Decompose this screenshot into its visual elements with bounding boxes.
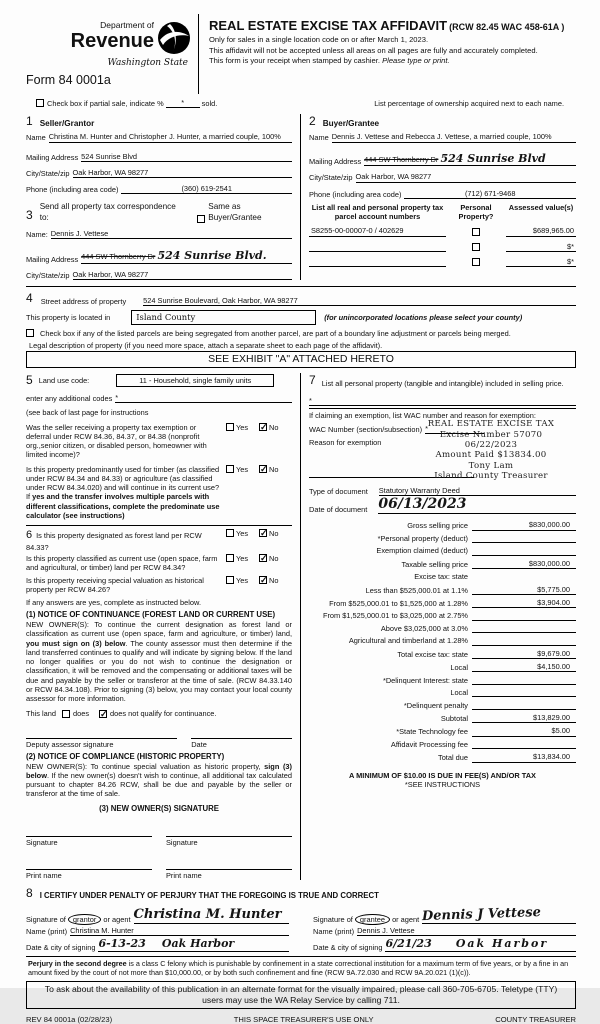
parcel-number-field[interactable] (309, 258, 446, 267)
parcel-col-personal: Personal Property? (458, 202, 494, 221)
tax-value-field[interactable] (472, 547, 576, 556)
buyer-heading: Buyer/Grantee (322, 119, 380, 128)
same-as-buyer-label: Same as Buyer/Grantee (208, 202, 262, 222)
deputy-date-field[interactable] (191, 729, 292, 739)
no-label: No (269, 575, 279, 585)
partial-sale-percent-field[interactable]: * (166, 98, 200, 108)
perjury-bold: Perjury in the second degree (28, 959, 127, 969)
legal-description-label: Legal description of property (if you need more space, attach a separate sheet to each page of the affidavit). (29, 340, 383, 350)
stamp-name: Tony Lam (468, 460, 514, 471)
tax-value-field[interactable] (472, 534, 576, 543)
section-7-number: 7 (309, 373, 316, 388)
personal-property-field[interactable]: * (309, 396, 576, 406)
tax-label: Exemption claimed (deduct) (376, 546, 468, 556)
grantee-date-label: Date & city of signing (313, 942, 383, 952)
buyer-city-label: City/State/zip (309, 173, 353, 183)
section-6-number: 6 (26, 529, 33, 542)
parcel-row (309, 257, 576, 267)
section-2-number: 2 (309, 114, 316, 129)
grantee-sig-label: Signature of (313, 914, 353, 924)
grantee-date-field[interactable]: 6/21/23 (385, 937, 432, 951)
parcel-row (309, 226, 576, 236)
buyer-city-field[interactable]: Oak Harbor, WA 98277 (356, 172, 576, 182)
date-of-document-label: Date of document (309, 505, 368, 515)
buyer-column (301, 114, 576, 280)
located-in-label: This property is located in (26, 312, 111, 322)
personal-property-checkbox[interactable] (472, 228, 480, 236)
notice-continuance-bold: you must sign on (3) below (26, 638, 126, 648)
ownership-note: List percentage of ownership acquired next to each name. (374, 98, 564, 108)
partial-sale-checkbox[interactable] (36, 99, 44, 107)
section-6 (26, 525, 292, 880)
tax-label: From $1,525,000.01 to $3,025,000 at 2.75% (322, 611, 468, 621)
parcel-number-field[interactable] (309, 243, 446, 252)
parcel-table (309, 203, 576, 267)
grantor-city-field[interactable]: Oak Harbor (161, 937, 235, 951)
correspondence-heading: Send all property tax correspondence to: (39, 202, 176, 222)
tax-value-field[interactable]: $830,000.00 (472, 559, 576, 569)
tax-label: Gross selling price (407, 521, 468, 531)
footer-rev-number: REV 84 0001a (02/28/23) (26, 1014, 113, 1024)
owner-signature-field[interactable] (166, 827, 292, 837)
buyer-name-label: Name (309, 133, 329, 143)
no-label: No (269, 529, 279, 539)
no-label: No (269, 554, 279, 564)
washington-state-label: Washington State (107, 58, 188, 68)
tax-label: Less than $525,000.01 at 1.1% (365, 585, 468, 595)
notice-compliance-bold: sign (3) below (26, 761, 292, 780)
tax-label: Above $3,025,000 at 3.0% (380, 623, 468, 633)
tax-value-field[interactable] (472, 612, 576, 621)
additional-codes-field[interactable]: * (115, 393, 292, 403)
grantee-name-label: Name (print) (313, 926, 355, 936)
tax-label: *Personal property (deduct) (377, 533, 468, 543)
subtitle-1: Only for sales in a single location code on or after March 1, 2023. (209, 35, 429, 45)
current-use-no-checkbox[interactable] (259, 554, 267, 562)
does-not-label: does not qualify for continuance. (110, 709, 217, 719)
grantee-name-field[interactable]: Dennis J. Vettese (357, 926, 576, 936)
reason-exemption-label: Reason for exemption (309, 437, 382, 447)
buyer-mailing-field[interactable] (364, 152, 576, 167)
notice-continuance-body2: . The county assessor must then determine if the land transferred continues to qualify and will indicate by signing below. If the land no longer qualifies or you do not wish to continue the designation or classification, it will be removed and the compensating or additional taxes will be due and payable by the seller or transferor at the time of sale. (RCW 84.33.140 or RCW 84.34.108). Prior to signing (3) below, you may contact your local county assessor for more information. (26, 638, 292, 704)
owner-signature-label: Signature (26, 838, 58, 848)
street-address-field[interactable]: 524 Sunrise Boulevard, Oak Harbor, WA 98277 (143, 296, 576, 306)
partial-sale-sold-label: sold. (201, 98, 218, 108)
tax-label: Total due (438, 753, 468, 763)
form-title-rcw: (RCW 82.45 WAC 458-61A ) (449, 22, 565, 32)
tax-label: Subtotal (440, 713, 468, 723)
grantor-date-label: Date & city of signing (26, 942, 96, 952)
seller-city-label: City/State/zip (26, 168, 70, 178)
buyer-mailing-label: Mailing Address (309, 157, 362, 166)
tax-value-field[interactable]: $9,679.00 (472, 649, 576, 659)
parcel-number-field[interactable]: S8255-00-00007-0 / 402629 (309, 226, 446, 236)
seller-phone-label: Phone (including area code) (26, 185, 119, 194)
type-of-document-field[interactable]: Statutory Warranty Deed (379, 486, 576, 496)
this-land-label: This land (26, 709, 56, 719)
personal-property-checkbox[interactable] (472, 243, 480, 251)
county-note: (for unincorporated locations please select your county) (324, 312, 523, 322)
buyer-mailing-struck: 444 SW Thornberry Dr (364, 154, 439, 164)
treasurer-stamp (406, 419, 576, 481)
seller-mailing-label: Mailing Address (26, 152, 79, 162)
legal-description-field[interactable]: SEE EXHIBIT "A" ATTACHED HERETO (26, 351, 576, 368)
dor-logo-icon (156, 20, 192, 56)
footer-county-treasurer: COUNTY TREASURER (495, 1014, 576, 1024)
historical-yes-checkbox[interactable] (226, 576, 234, 584)
property-section (26, 286, 576, 368)
land-use-label: Land use code: (38, 376, 90, 385)
minimum-due-note: A MINIMUM OF $10.00 IS DUE IN FEE(S) AND/OR TAX (349, 770, 536, 780)
tax-value-field[interactable] (472, 701, 576, 710)
forest-no-checkbox[interactable] (259, 529, 267, 537)
certification-section (26, 886, 576, 952)
deputy-signature-field[interactable] (26, 729, 177, 739)
grantor-signature-field[interactable]: Christina M. Hunter (133, 906, 282, 922)
section-1-number: 1 (26, 114, 33, 129)
grantee-signature-field[interactable]: Dennis J Vettese (421, 904, 542, 924)
notice-continuance-title: (1) NOTICE OF CONTINUANCE (FOREST LAND OR CURRENT USE) (26, 610, 276, 620)
notice-compliance-body2: . If the new owner(s) doesn't wish to continue, all additional tax calculated pursuant to chapter 84.26 RCW, shall be due and payable by the seller or transferor at the time of sale. (26, 770, 292, 799)
subtitle-3-note: Please type or print. (382, 56, 450, 66)
land-use-select[interactable]: 11 - Household, single family units (116, 374, 274, 387)
county-select[interactable]: Island County (131, 310, 316, 325)
tax-label: *Delinquent Interest: state (382, 675, 468, 685)
partial-sale-label: Check box if partial sale, indicate % (47, 98, 164, 108)
section-5-number: 5 (26, 373, 33, 388)
grantor-name-field[interactable]: Christina M. Hunter (70, 926, 289, 936)
assessed-value-field[interactable]: $689,965.00 (506, 226, 576, 236)
tax-value-field[interactable] (472, 688, 576, 697)
alt-format-notice: To ask about the availability of this publication in an alternate format for the visually impaired, please call 360-705-6705. Teletype (TTY) users may use the WA Relay Service by calling 711. (26, 981, 576, 1008)
tax-value-field[interactable] (472, 740, 576, 749)
exemption-question: Was the seller receiving a property tax exemption or deferral under RCW 84.36, 84.37, or 84.38 (nonprofit org.,senior citizen, or disabled person, homeowner with limited income)? (26, 422, 207, 460)
form-number: Form 84 0001a (26, 73, 111, 88)
timber-question: Is this property predominantly used for timber (as classified under RCW 84.34 and 84.33) or agriculture (as classified under RCW 84.34.020) and will continue in its current use? If (26, 464, 220, 502)
segregated-checkbox[interactable] (26, 329, 34, 337)
seller-column (26, 114, 301, 280)
stamp-office: Island County Treasurer (434, 470, 548, 481)
yes-label: Yes (236, 554, 249, 564)
new-owners-signature-title: (3) NEW OWNER(S) SIGNATURE (99, 803, 219, 813)
tax-label: Total excise tax: state (397, 649, 468, 659)
personal-property-intro: List all personal property (tangible and intangible) included in selling price. (321, 378, 564, 388)
seller-phone-field[interactable]: (360) 619-2541 (121, 184, 292, 194)
tax-value-blank (472, 572, 576, 581)
deputy-signature-label: Deputy assessor signature (26, 739, 114, 749)
owner-signature-label: Signature (166, 838, 198, 848)
owner-print-name-field[interactable] (26, 860, 152, 870)
owner-signature-field[interactable] (26, 827, 152, 837)
footer (26, 1015, 576, 1024)
grantor-date-field[interactable]: 6-13-23 (98, 937, 146, 951)
grantee-sig-label-post: or agent (392, 914, 420, 924)
subtitle-2: This affidavit will not be accepted unless all areas on all pages are fully and accurately completed. (209, 45, 538, 55)
buyer-mailing-handwritten: 524 Sunrise Blvd (440, 151, 546, 165)
correspondence-mailing-field[interactable] (81, 249, 292, 264)
tax-value-field[interactable]: $5.00 (472, 726, 576, 736)
grantee-signature-block (313, 903, 576, 952)
form-title: REAL ESTATE EXCISE TAX AFFIDAVIT (209, 18, 448, 33)
perjury-text: is a class C felony which is punishable by confinement in a state correctional institution for a maximum term of five years, or by a fine in an amount fixed by the court of not more than $10,000.00, or by both such confinement and fine (RCW 9A.72.030 and RCW 9A.20.021 (1)(c)). (28, 959, 569, 978)
correspondence-mailing-handwritten: 524 Sunrise Blvd. (157, 249, 267, 262)
assessed-value-field[interactable]: $* (506, 257, 576, 267)
yes-label: Yes (236, 422, 249, 432)
tax-label: Agricultural and timberland at 1.28% (348, 636, 468, 646)
title-block (198, 14, 576, 94)
perjury-notice (26, 956, 576, 979)
tax-value-field[interactable] (472, 637, 576, 646)
section-8-number: 8 (26, 885, 33, 900)
notice-continuance-body: NEW OWNER(S): To continue the current designation as forest land or classification as current use (open space, farm and agriculture, or timber) land, (26, 620, 292, 639)
land-use-column (26, 373, 301, 880)
tax-label: Local (450, 688, 468, 698)
does-not-checkbox[interactable] (99, 710, 107, 718)
tax-value-field[interactable]: $13,834.00 (472, 752, 576, 762)
stamp-date: 06/22/2023 (464, 440, 518, 450)
grantor-circled-word: grantor (68, 914, 101, 925)
grantee-circled-word: grantee (355, 914, 390, 925)
section-4-number: 4 (26, 291, 33, 305)
if-any-note: If any answers are yes, complete as instructed below. (26, 598, 201, 608)
does-label: does (73, 709, 90, 719)
see-instructions-note: *SEE INSTRUCTIONS (404, 779, 481, 789)
correspondence-name-label: Name: (26, 229, 48, 239)
grantor-signature-block (26, 903, 289, 952)
owner-print-name-label: Print name (26, 870, 62, 880)
revenue-wordmark: Revenue (70, 29, 154, 52)
correspondence-city-field[interactable]: Oak Harbor, WA 98277 (73, 270, 292, 280)
notice-compliance-body: NEW OWNER(S): To continue special valuation as historic property, (26, 761, 265, 771)
tax-value-field[interactable]: $13,829.00 (472, 713, 576, 723)
grantor-sig-label: Signature of (26, 914, 66, 924)
footer-treasurer-space: THIS SPACE TREASURER'S USE ONLY (233, 1014, 374, 1024)
tax-label: Excise tax: state (414, 572, 468, 582)
tax-label: Taxable selling price (401, 559, 468, 569)
partial-sale-row (36, 98, 576, 108)
does-checkbox[interactable] (62, 710, 70, 718)
tax-label: From $525,000.01 to $1,525,000 at 1.28% (329, 599, 468, 608)
deputy-date-label: Date (191, 739, 207, 749)
forest-yes-checkbox[interactable] (226, 529, 234, 537)
subtitle-3: This form is your receipt when stamped by cashier. (209, 56, 380, 66)
no-label: No (269, 422, 279, 432)
wac-number-field[interactable]: * (425, 424, 484, 434)
tax-label: *State Technology fee (396, 727, 468, 737)
stamp-amount: Amount Paid $13834.00 (435, 450, 547, 461)
tax-value-field[interactable]: $4,150.00 (472, 662, 576, 672)
owner-print-name-label: Print name (166, 870, 202, 880)
historical-question: Is this property receiving special valuation as historical property per RCW 84.26? (26, 575, 204, 594)
exemption-yes-checkbox[interactable] (226, 423, 234, 431)
personal-property-checkbox[interactable] (472, 258, 480, 266)
current-use-question: Is this property classified as current use (open space, farm and agricultural, or timber) land per RCW 84.34? (26, 554, 218, 573)
same-as-buyer-checkbox[interactable] (197, 215, 205, 223)
yes-label: Yes (236, 529, 249, 539)
tax-value-field[interactable]: $3,904.00 (472, 598, 576, 608)
correspondence-city-label: City/State/zip (26, 270, 70, 280)
timber-question-bold: yes and the transfer involves multiple parcels with different classifications, complete the predominate use calculator (see instructions) (26, 492, 220, 520)
buyer-name-field[interactable]: Dennis J. Vettese and Rebecca J. Vettese, a married couple, 100% (332, 132, 576, 142)
correspondence-name-field[interactable]: Dennis J. Vettese (51, 229, 292, 239)
grantor-sig-label-post: or agent (103, 914, 131, 924)
yes-label: Yes (236, 575, 249, 585)
header (26, 14, 576, 94)
wac-number-label: WAC Number (section/subsection) (309, 424, 423, 434)
exemption-no-checkbox[interactable] (259, 423, 267, 431)
tax-label: Local (450, 663, 468, 673)
type-of-document-label: Type of document (309, 487, 368, 497)
seller-city-field[interactable]: Oak Harbor, WA 98277 (73, 168, 292, 178)
street-address-label: Street address of property (40, 296, 127, 306)
buyer-phone-field[interactable]: (712) 671-9468 (404, 189, 576, 199)
yes-label: Yes (236, 464, 249, 474)
certify-statement: I CERTIFY UNDER PENALTY OF PERJURY THAT THE FOREGOING IS TRUE AND CORRECT (39, 891, 379, 901)
stamp-excise-number: Excise Number 57070 (439, 429, 543, 440)
assessed-value-field[interactable]: $* (506, 242, 576, 252)
tax-value-field[interactable]: $5,775.00 (472, 585, 576, 595)
see-back-note: (see back of last page for instructions (26, 408, 149, 418)
seller-mailing-field[interactable]: 524 Sunrise Blvd (81, 152, 292, 162)
owner-print-name-field[interactable] (166, 860, 292, 870)
date-of-document-field[interactable]: 06/13/2023 (378, 495, 467, 512)
section-3-number: 3 (26, 207, 33, 222)
timber-yes-checkbox[interactable] (226, 465, 234, 473)
seller-name-field[interactable]: Christina M. Hunter and Christopher J. Hunter, a married couple, 100% (49, 132, 292, 142)
tax-value-field[interactable] (472, 624, 576, 633)
tax-label: Affidavit Processing fee (390, 739, 468, 749)
additional-codes-label: enter any additional codes (26, 394, 113, 404)
tax-value-field[interactable] (472, 676, 576, 685)
current-use-yes-checkbox[interactable] (226, 554, 234, 562)
personal-property-column (301, 373, 576, 880)
parcel-col-assessed: Assessed value(s) (508, 202, 574, 212)
seller-heading: Seller/Grantor (39, 119, 95, 128)
correspondence-mailing-label: Mailing Address (26, 254, 79, 264)
exemption-block (309, 408, 576, 481)
notice-compliance-title: (2) NOTICE OF COMPLIANCE (HISTORIC PROPERTY) (26, 751, 225, 761)
dept-of-label: Department of (100, 20, 154, 30)
grantee-city-field[interactable]: Oak Harbor (455, 937, 549, 951)
grantor-name-label: Name (print) (26, 926, 68, 936)
parcel-col-numbers: List all real and personal property tax parcel account numbers (311, 202, 444, 221)
stamp-title: REAL ESTATE EXCISE TAX (427, 419, 555, 430)
no-label: No (269, 464, 279, 474)
agency-block (26, 14, 198, 94)
tax-label: *Delinquent penalty (403, 700, 468, 710)
forest-question: Is this property designated as forest land per RCW 84.33? (26, 531, 202, 552)
correspondence-mailing-struck: 444 SW Thornberry Dr (81, 252, 156, 261)
seller-name-label: Name (26, 133, 46, 143)
buyer-phone-label: Phone (including area code) (309, 189, 402, 199)
segregated-label: Check box if any of the listed parcels are being segregated from another parcel, are part of a boundary line adjustment or parcels being merged. (40, 328, 511, 338)
tax-computation (309, 520, 576, 762)
timber-no-checkbox[interactable] (259, 465, 267, 473)
parcel-row (309, 242, 576, 252)
exemption-intro: If claiming an exemption, list WAC number and reason for exemption: (309, 411, 536, 421)
tax-value-field[interactable]: $830,000.00 (472, 520, 576, 530)
historical-no-checkbox[interactable] (259, 576, 267, 584)
